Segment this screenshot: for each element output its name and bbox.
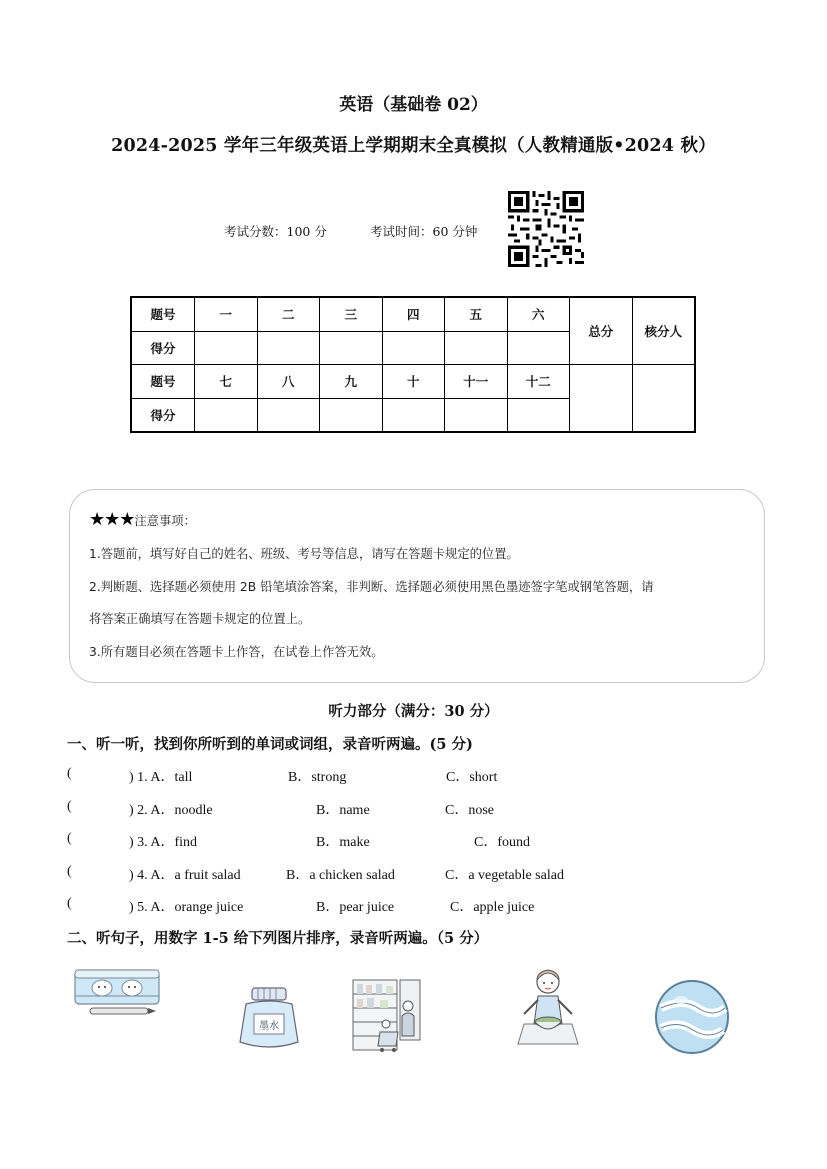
girl-salad-icon xyxy=(512,966,584,1048)
answer-paren: ( xyxy=(67,799,72,814)
score-table xyxy=(130,296,696,433)
option-c: C．short xyxy=(446,770,498,785)
question-number: 二 xyxy=(257,297,320,331)
row-label-number: 题号 xyxy=(131,297,195,331)
ink-label: 墨水 xyxy=(259,1021,279,1032)
option-a: ) 2. A．noodle xyxy=(129,803,213,818)
score-cell xyxy=(445,331,508,365)
notice-box xyxy=(69,489,765,683)
question-number: 十一 xyxy=(445,365,508,399)
answer-paren: ( xyxy=(67,831,72,846)
notice-heading-text: 注意事项： xyxy=(134,514,196,528)
question-number: 六 xyxy=(507,297,570,331)
ball-icon xyxy=(653,978,731,1056)
score-cell xyxy=(507,398,570,432)
option-b: B．name xyxy=(316,803,370,818)
section-2-title: 二、听句子，用数字 1-5 给下列图片排序，录音听两遍。（5 分） xyxy=(67,930,489,947)
option-c: C．found xyxy=(474,835,530,850)
score-cell xyxy=(382,331,445,365)
question-number: 十二 xyxy=(507,365,570,399)
option-b: B．make xyxy=(316,835,370,850)
page-subtitle: 2024-2025 学年三年级英语上学期期末全真模拟（人教精通版•2024 秋） xyxy=(111,136,716,156)
score-cell xyxy=(195,331,258,365)
answer-paren: ( xyxy=(67,864,72,879)
question-number: 八 xyxy=(257,365,320,399)
option-c: C．apple juice xyxy=(450,900,535,915)
option-a: ) 3. A．find xyxy=(129,835,198,850)
listening-title: 听力部分（满分：30 分） xyxy=(328,703,499,720)
score-cell xyxy=(257,398,320,432)
row-label-number: 题号 xyxy=(131,365,195,399)
option-a: ) 4. A．a fruit salad xyxy=(129,868,241,883)
score-cell xyxy=(445,398,508,432)
notice-line: 2.判断题、选择题必须使用 2B 铅笔填涂答案，非判断、选择题必须使用黑色墨迹签字笔或钢笔答题，请 xyxy=(89,580,654,594)
section-1-title: 一、听一听，找到你所听到的单词或词组，录音听两遍。(5 分) xyxy=(67,736,473,753)
row-label-score: 得分 xyxy=(131,398,195,432)
notice-line: 将答案正确填写在答题卡规定的位置上。 xyxy=(89,612,311,626)
qr-code-icon xyxy=(508,191,584,267)
option-c: C．a vegetable salad xyxy=(445,868,564,883)
answer-paren: ( xyxy=(67,766,72,781)
option-b: B．a chicken salad xyxy=(286,868,395,883)
total-score-header: 总分 xyxy=(570,297,633,365)
option-b: B．strong xyxy=(288,770,347,785)
supermarket-icon xyxy=(350,976,422,1054)
row-label-score: 得分 xyxy=(131,331,195,365)
question-number: 三 xyxy=(320,297,383,331)
ink-bottle-icon xyxy=(234,986,304,1052)
question-number: 九 xyxy=(320,365,383,399)
option-c: C．nose xyxy=(445,803,494,818)
score-cell xyxy=(257,331,320,365)
page-title: 英语（基础卷 02） xyxy=(339,95,488,115)
notice-line: 1.答题前，填写好自己的姓名、班级、考号等信息，请写在答题卡规定的位置。 xyxy=(89,547,519,561)
question-number: 一 xyxy=(195,297,258,331)
score-cell xyxy=(320,398,383,432)
question-number: 十 xyxy=(382,365,445,399)
option-a: ) 5. A．orange juice xyxy=(129,900,244,915)
question-number: 七 xyxy=(195,365,258,399)
question-number: 五 xyxy=(445,297,508,331)
checker-cell xyxy=(632,365,695,433)
notice-heading xyxy=(89,509,196,530)
question-number: 四 xyxy=(382,297,445,331)
exam-score-info: 考试分数：100 分 xyxy=(224,224,327,239)
score-cell xyxy=(382,398,445,432)
total-score-cell xyxy=(570,365,633,433)
score-cell xyxy=(507,331,570,365)
score-cell xyxy=(320,331,383,365)
star-icon: ★★★ xyxy=(89,509,135,530)
notice-line: 3.所有题目必须在答题卡上作答，在试卷上作答无效。 xyxy=(89,645,384,659)
option-a: ) 1. A．tall xyxy=(129,770,193,785)
exam-time-info: 考试时间：60 分钟 xyxy=(370,224,478,239)
answer-paren: ( xyxy=(67,896,72,911)
checker-header: 核分人 xyxy=(632,297,695,365)
score-cell xyxy=(195,398,258,432)
option-b: B．pear juice xyxy=(316,900,395,915)
pencil-box-icon xyxy=(72,966,162,1020)
